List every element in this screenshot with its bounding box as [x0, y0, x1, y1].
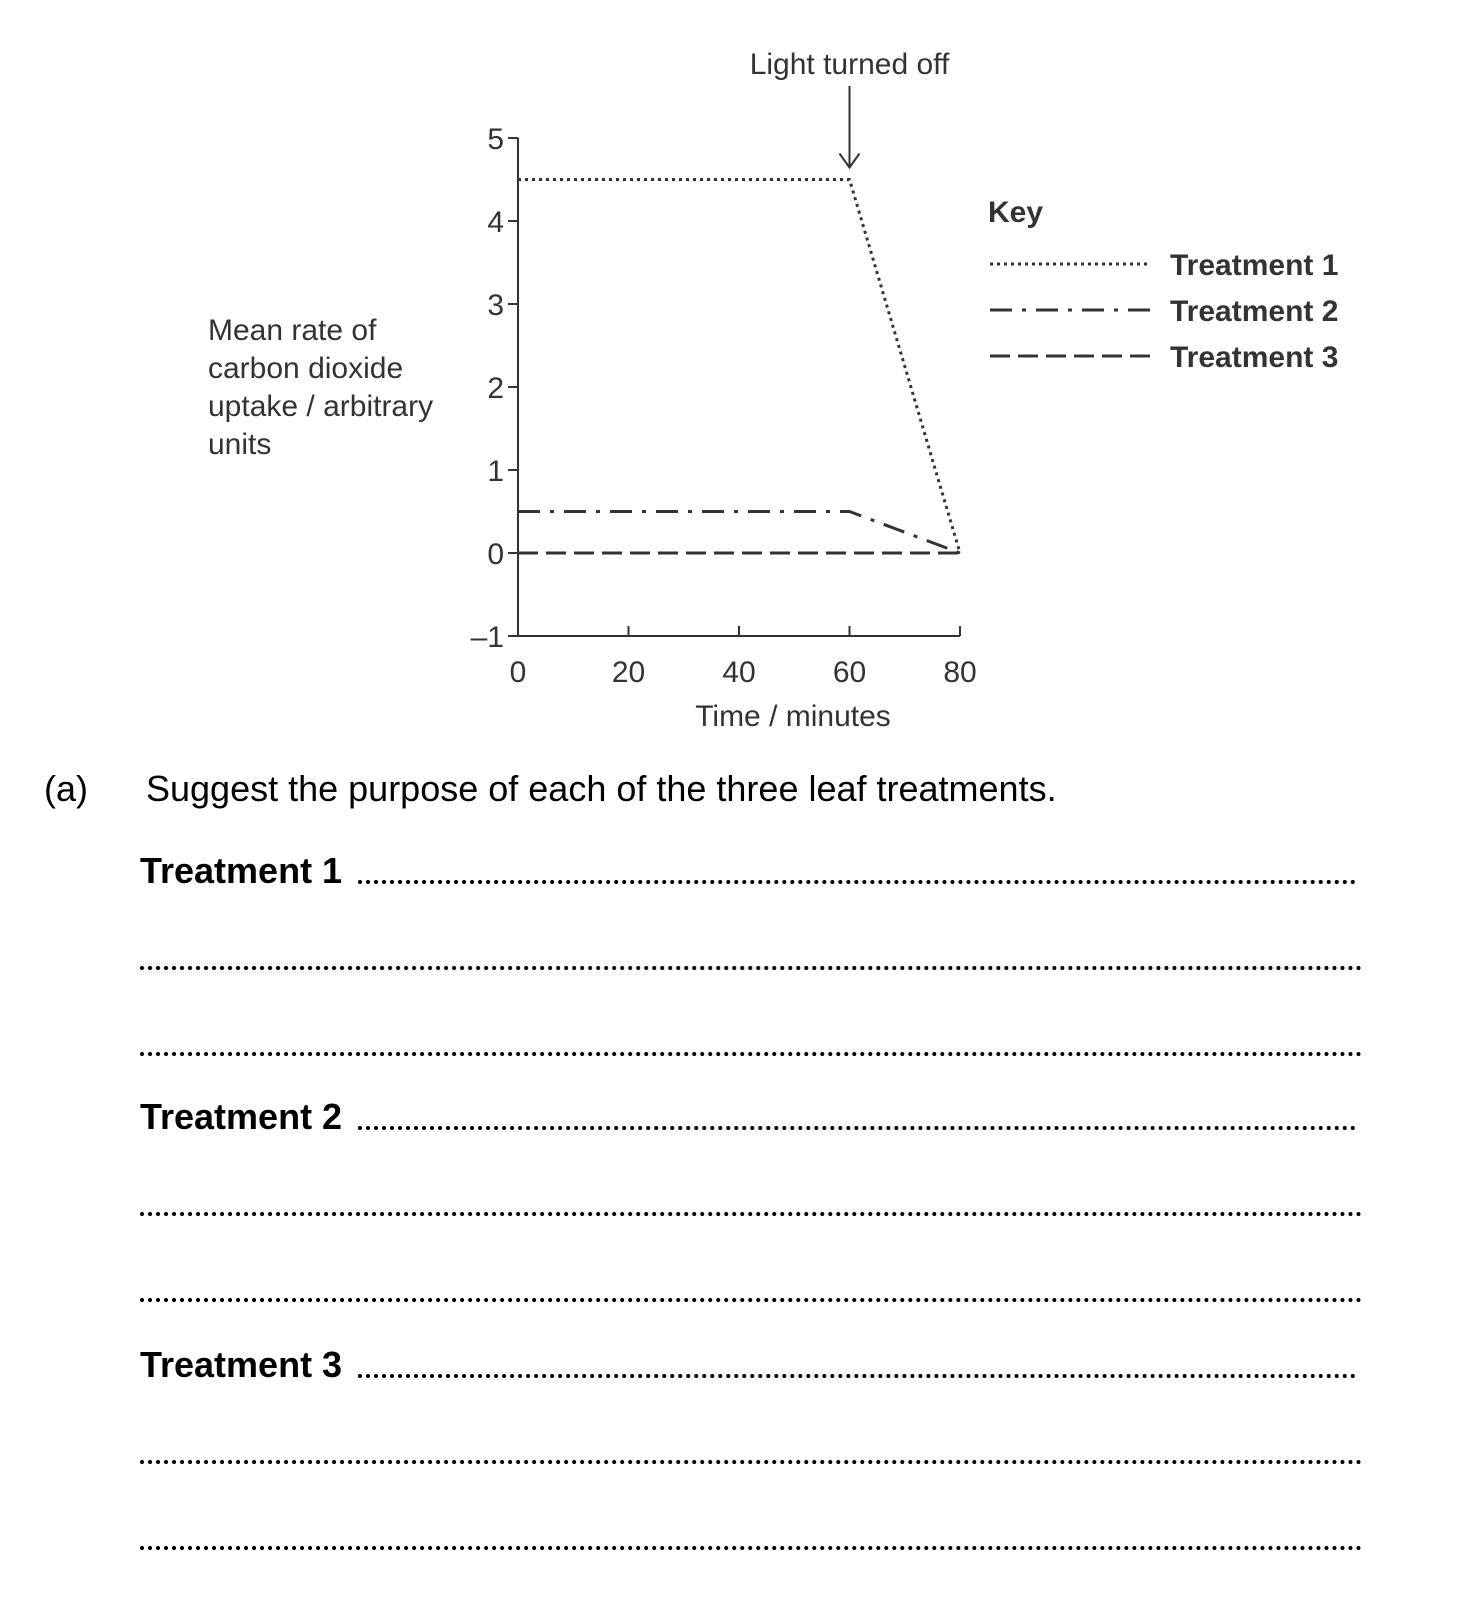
question-number: (a) [44, 768, 88, 809]
series-line-treatment-1 [518, 180, 960, 554]
y-tick-label: 0 [487, 538, 504, 571]
answer-label: Treatment 2 [140, 1096, 343, 1137]
y-ticks [471, 123, 518, 654]
annotation-text: Light turned off [749, 48, 950, 81]
answer-line[interactable] [140, 1546, 1362, 1550]
legend [990, 249, 1338, 374]
axes [518, 138, 960, 636]
answer-line[interactable] [358, 1374, 1356, 1378]
x-tick-label: 20 [611, 656, 646, 689]
question-text: Suggest the purpose of each of the three leaf treatments. [146, 768, 1057, 809]
y-tick-label: –1 [470, 621, 504, 654]
answer-line[interactable] [140, 1460, 1362, 1464]
answer-label: Treatment 3 [140, 1344, 343, 1385]
series [518, 180, 960, 554]
answer-section-treatment-1 [140, 850, 1362, 1108]
answer-line[interactable] [140, 1052, 1362, 1056]
legend-label: Treatment 2 [1170, 295, 1339, 328]
answer-line[interactable] [140, 966, 1362, 970]
y-axis-label-line: carbon dioxide [208, 352, 404, 385]
y-tick-label: 4 [487, 206, 504, 239]
annotation-arrow-icon [840, 86, 860, 168]
y-tick-label: 3 [487, 289, 504, 322]
legend-label: Treatment 1 [1170, 249, 1339, 282]
legend-title: Key [988, 196, 1044, 229]
answer-line[interactable] [358, 1126, 1356, 1130]
answer-label: Treatment 1 [140, 850, 343, 891]
x-tick-label: 40 [722, 656, 756, 689]
answer-section-treatment-3 [140, 1344, 1362, 1602]
answer-line[interactable] [140, 1298, 1362, 1302]
line-chart [0, 0, 1484, 740]
legend-label: Treatment 3 [1170, 341, 1339, 374]
answer-line[interactable] [140, 1212, 1362, 1216]
y-tick-label: 2 [487, 372, 504, 405]
y-tick-label: 1 [487, 455, 504, 488]
y-axis-label-line: uptake / arbitrary [208, 390, 434, 423]
y-axis-label [208, 314, 433, 461]
answer-line[interactable] [358, 880, 1356, 884]
answer-section-treatment-2 [140, 1096, 1362, 1354]
y-axis-label-line: Mean rate of [208, 314, 377, 347]
series-line-treatment-2 [518, 512, 960, 554]
x-tick-label: 80 [943, 656, 977, 689]
x-tick-label: 0 [509, 656, 527, 689]
x-axis-label: Time / minutes [695, 700, 891, 733]
x-tick-label: 60 [832, 656, 867, 689]
y-tick-label: 5 [487, 123, 504, 156]
y-axis-label-line: units [208, 428, 272, 461]
